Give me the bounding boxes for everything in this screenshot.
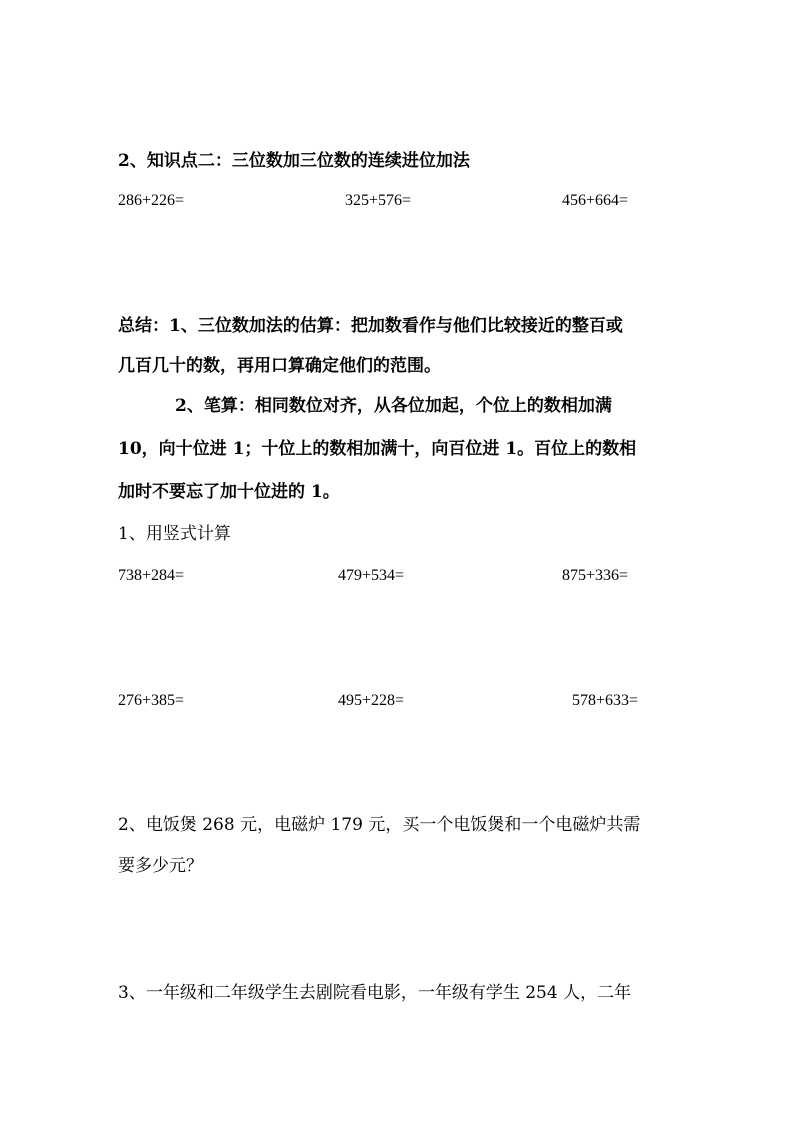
summary-line-3: 2、笔算：相同数位对齐，从各位加起，个位上的数相加满 [175,396,612,416]
exercise-1-problem: 495+228= [338,692,405,709]
problem-2: 325+576= [345,192,412,209]
problem-1: 286+226= [118,192,185,209]
exercise-2-line-1: 2、电饭煲 268 元，电磁炉 179 元，买一个电饭煲和一个电磁炉共需 [118,815,641,835]
exercise-1-problem: 276+385= [118,692,185,709]
summary-line-2: 几百几十的数，再用口算确定他们的范围。 [118,356,441,376]
summary-line-4: 10，向十位进 1；十位上的数相加满十，向百位进 1。百位上的数相 [118,439,637,459]
exercise-1-problem: 738+284= [118,567,185,584]
exercise-1-problem: 479+534= [338,567,405,584]
summary-line-5: 加时不要忘了加十位进的 1。 [118,482,340,502]
section-heading: 2、知识点二：三位数加三位数的连续进位加法 [118,151,470,171]
summary-line-1: 总结：1、三位数加法的估算：把加数看作与他们比较接近的整百或 [118,316,623,336]
problem-3: 456+664= [562,192,629,209]
exercise-1-problem: 578+633= [572,692,639,709]
exercise-3-line-1: 3、一年级和二年级学生去剧院看电影，一年级有学生 254 人，二年 [118,983,632,1003]
exercise-2-line-2: 要多少元？ [118,856,203,876]
exercise-1-problem: 875+336= [562,567,629,584]
exercise-1-heading: 1、用竖式计算 [118,524,231,544]
